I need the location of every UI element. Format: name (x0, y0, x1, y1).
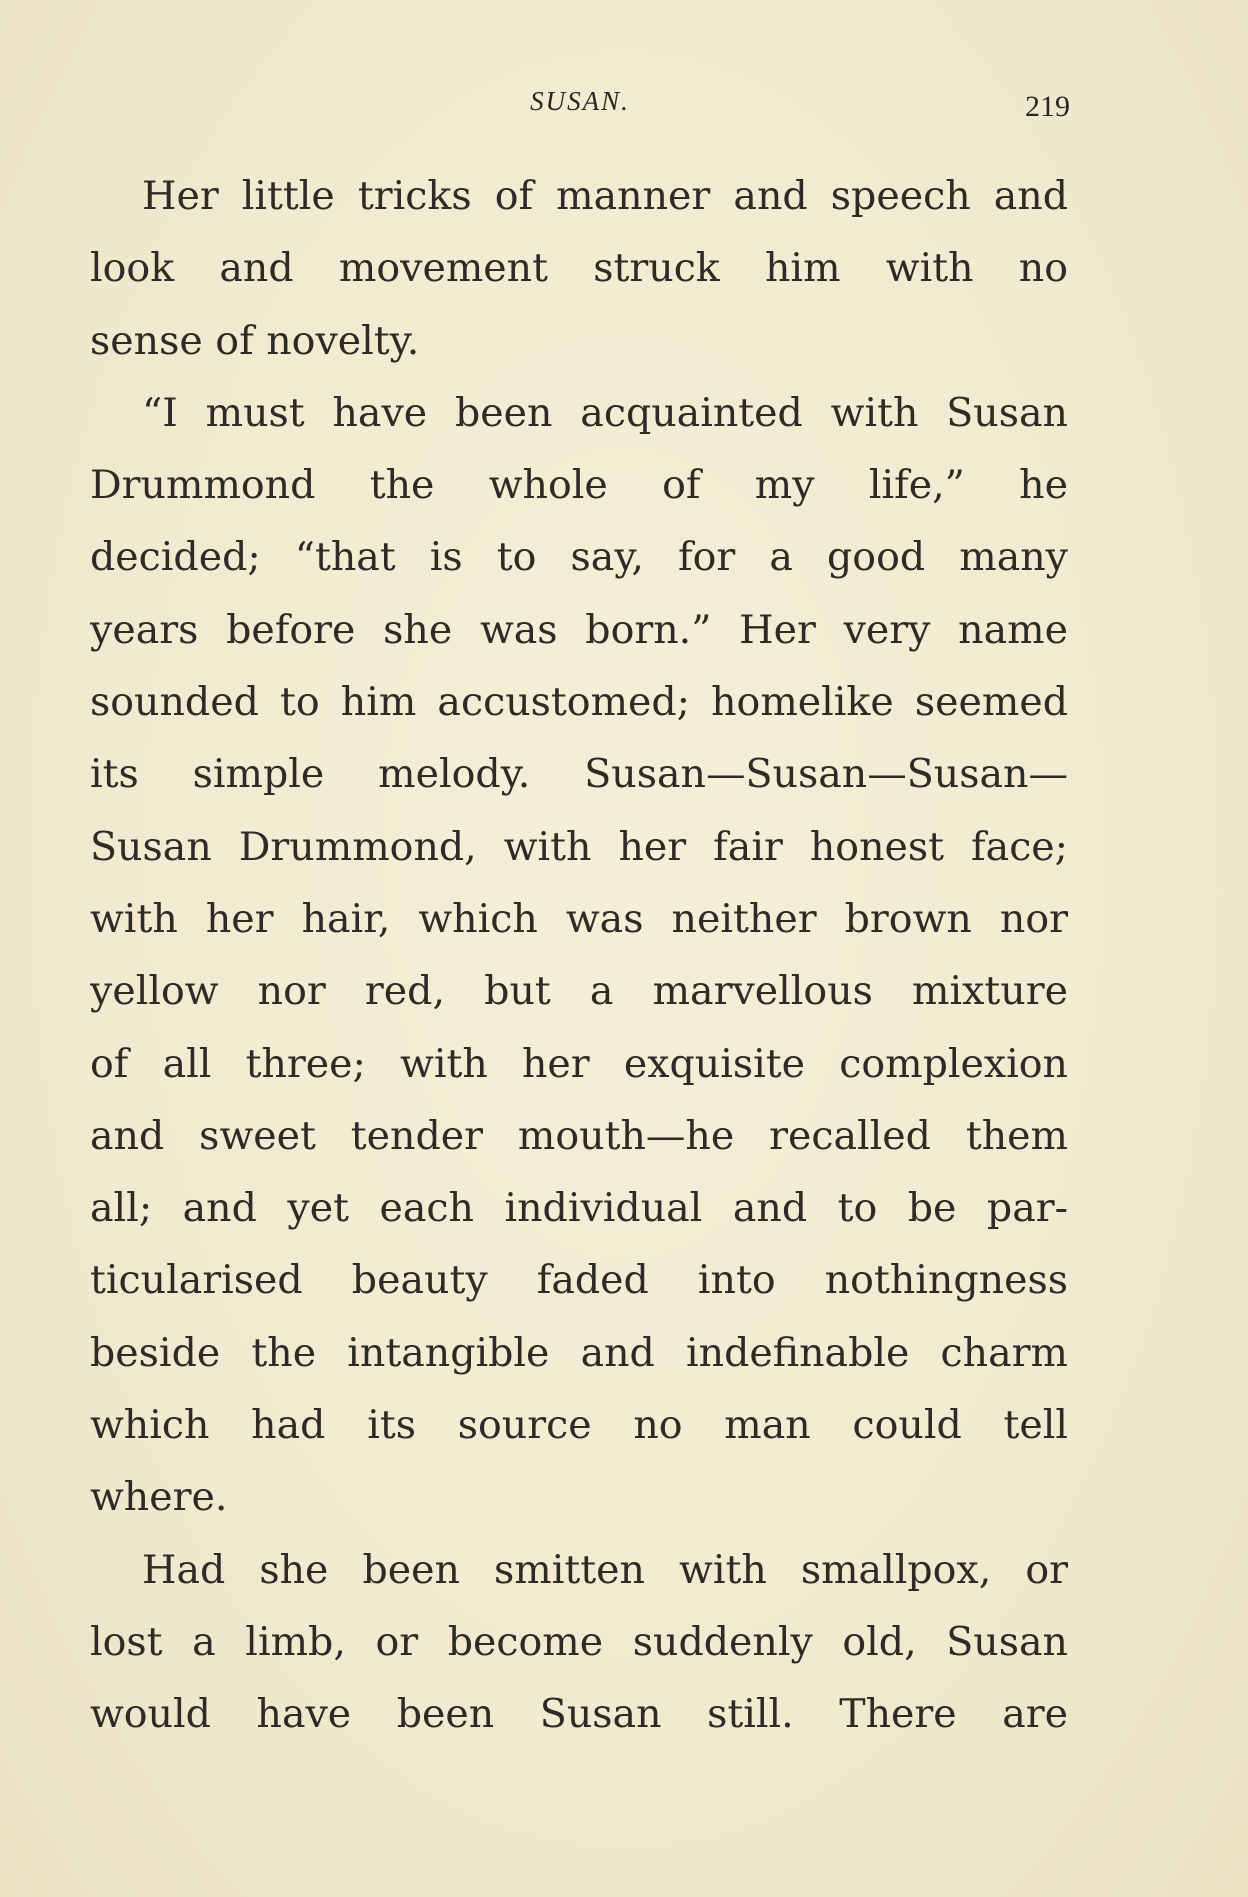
text-line: Her little tricks of manner and speech and (142, 173, 1068, 219)
text-line: Drummond the whole of my life,” he (90, 462, 1068, 509)
text-line: look and movement struck him with no (90, 245, 1068, 292)
page-number: 219 (1025, 90, 1070, 123)
text-line: would have been Susan still. There are (90, 1691, 1068, 1738)
text-line: decided; “that is to say, for a good many (90, 534, 1068, 581)
text-line: “I must have been acquainted with Susan (142, 389, 1068, 436)
text-line: and sweet tender mouth—he recalled them (90, 1112, 1068, 1159)
text-line: sounded to him accustomed; homelike seemed (90, 679, 1068, 726)
text-line: yellow nor red, but a marvellous mixture (90, 968, 1068, 1015)
text-line: where. (90, 1474, 228, 1521)
text-line: ticularised beauty faded into nothingness (90, 1257, 1068, 1304)
text-line: Susan Drummond, with her fair honest face; (90, 823, 1068, 870)
running-title: SUSAN. (530, 86, 630, 116)
body-text (90, 160, 1068, 1751)
text-line: years before she was born.” Her very name (90, 606, 1068, 653)
text-line: which had its source no man could tell (90, 1402, 1068, 1449)
text-line: of all three; with her exquisite complexion (90, 1040, 1068, 1087)
text-line: all; and yet each individual and to be par- (90, 1185, 1068, 1232)
running-head (90, 86, 1070, 126)
text-line: lost a limb, or become suddenly old, Susan (90, 1618, 1068, 1665)
text-line: sense of novelty. (90, 317, 420, 364)
text-line: its simple melody. Susan—Susan—Susan— (90, 751, 1068, 798)
text-line: beside the intangible and indefinable charm (90, 1329, 1068, 1376)
text-line: with her hair, which was neither brown nor (90, 895, 1068, 942)
text-line: Had she been smitten with smallpox, or (142, 1546, 1068, 1593)
